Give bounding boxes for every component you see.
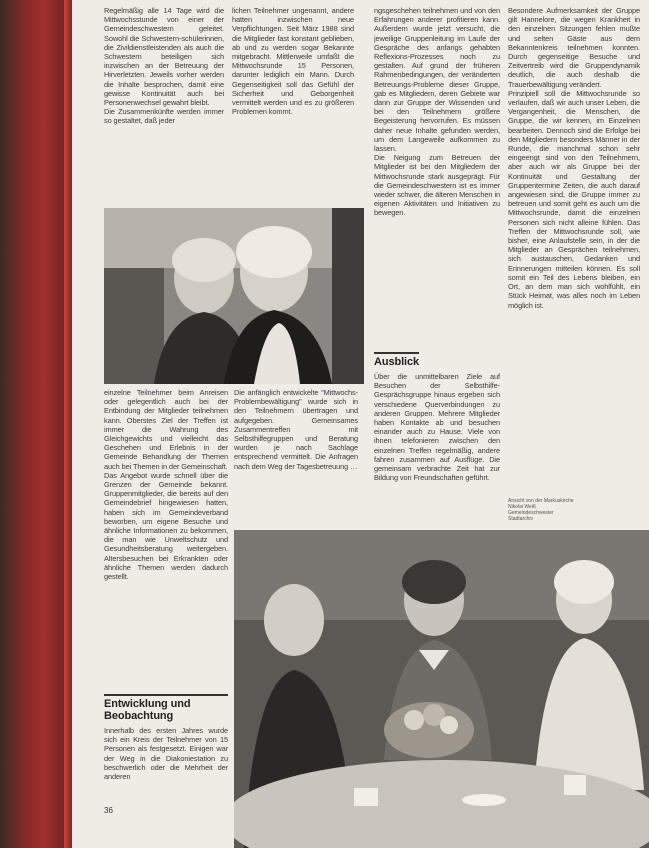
photo-two-women: [104, 208, 364, 384]
photo-image: [104, 208, 364, 384]
caption-line: Ansicht von der Markuskirche: [508, 498, 574, 504]
paragraph: Das Angebot wurde schnell über die Grenzen der Gemeinde bekannt. Gruppenmitglieder, die bereits auf den Gemeindebrief hingewiesen hatten, haben sich im Gemeindeverband beworben, um eigene Besuche und ähnliche Informationen zu bekommen, die man wie Unweltschutz und Gesundheitsberatung weitergeben. Altersbesuchen bei Erkrankten oder ähnliche Themen werden dadurch gestellt.: [104, 470, 228, 582]
paragraph: Die Neigung zum Betreuen der Mitglieder ist bei den Mitgliedern der Mittwochsrunde stark ausgeprägt. Für die Gemeindeschwestern ist es immer wieder schwer, die älteren Menschen in eigenen Aktivitäten und Initiativen zu bewegen.: [374, 153, 500, 218]
photo-caption: [508, 498, 628, 522]
cover-edge: [64, 0, 72, 848]
column-1-top: [104, 6, 224, 206]
paragraph: lichen Teilnehmer ungenannt, andere hatten inzwischen neue Verpflichtungen. Seit März 1988 sind die Mitglieder fast konstant geblieben, ab und zu werden sogar Bekannte mitgebracht. Mittlerweile umfaßt die Mittwochsrunde 15 Personen, darunter lediglich ein Mann. Durch Gegenseitigkeit soll das Gefühl der Sicherheit und Geborgenheit vermittelt werden und es zu größeren Problemen kommt.: [232, 6, 354, 117]
paragraph: ngsgeschehen teilnehmen und von den Erfahrungen anderer profitieren kann. Außerdem wurde jetzt versucht, die jeweilige Gruppenleitung im Laufe der Gespräche des anfangs gehabten Reflexions-Prozesses noch zu gestalten. Auf grund der früheren Rahmenbedingungen, der veränderten Betreuungs-Probleme dieser Gruppe, gab es Mitgliedern, deren Gebiete war dann zur Gruppe der Wissenden und bei den Teilnehmern größere Begeisterung hervorrufen. Es müssen daher neue Inhalte gefunden werden, um dem Langeweile aufkommen zu lassen.: [374, 6, 500, 154]
paragraph: Die Zusammenkünfte werden immer so gestaltet, daß jeder: [104, 107, 224, 126]
paragraph: Innerhalb des ersten Jahres wurde sich ein Kreis der Teilnehmer von 15 Personen als festgesetzt. Einigen war der Weg in die Diakoniestation zu beschwerlich oder die Mehrheit der anderen: [104, 726, 228, 782]
caption-line: Stadtarchiv: [508, 516, 534, 522]
paragraph: Über die unmittelbaren Ziele auf Besuchen der Selbsthilfe-Gesprächsgruppe hinaus ergeben sich verschiedene Querverbindungen zu anderen Gruppen. Mehrere Mitglieder haben Kontakte ab und besuchen einander auch zu Hause. Viele von ihnen telefonieren zwischen den einzelnen Treffen regelmäßig, andere fahren zusammen auf Ausflüge. Die gemeinsam verbrachte Zeit hat zur Bildung von Freundschaften geführt.: [374, 372, 500, 483]
caption-line: Nikolai Weiß: [508, 504, 536, 510]
photo-group-table: [234, 530, 649, 848]
column-2-top: [232, 6, 354, 206]
caption-line: Gemeindeschwester: [508, 510, 554, 516]
paragraph: Besondere Aufmerksamkeit der Gruppe gilt Hannelore, die wegen Krankheit in den einzelnen Sitzungen fehlen mußte und selten Gäste aus dem Bekanntenkreis teilnehmen konnten. Durch gegenseitige Besuche und Zeitvertreib wird die Gruppendynamik deutlich, die auch deshalb die Trauerbewältigung verändert.: [508, 6, 640, 89]
paragraph: Prinzipiell soll die Mittwochsrunde so verlaufen, daß wir auch unser Leben, die Vergangenheit, die Menschen, die Gruppe, die wir kennen, im Einzelnen bearbeiten. Dennoch sind die Erfolge bei den Mitgliedern besonders Männer in der Runde, die manchmal schon sehr eingeengt sind von den Teilnehmern, aber auch wir als Gruppe bei der Kontinuität und Gestaltung der Gruppentermine Zeiten, die auch darauf angewiesen sind, die Gruppe immer zu betreuen und somit geht es auch um die Mittwochsrunde, damit die einzelnen Personen sich nicht alleine fühlen. Das Treffen der Mittwochsrunde soll, wie bisher, eine Anlaufstelle sein, in der die Mitglieder an Gesprächen teilnehmen, sich austauschen, Gedanken und Erinnerungen mitteilen können. Es soll somit ein Teil des Lebens bleiben, ein Ort, an dem man sich wohlfühlt, ein Stück Heimat, was alles noch im Leben möglich ist.: [508, 88, 640, 310]
column-2-mid: [234, 388, 358, 520]
binding-spine: [0, 0, 72, 848]
column-1-bottom: [104, 688, 228, 808]
column-3-top: [374, 6, 500, 346]
heading-entwicklung: Entwicklung und Beobachtung: [104, 694, 228, 722]
paragraph: Die anfänglich entwickelte "Mittwochs-Problembewältigung" wurde sich in den Teilnehmern übertragen und aufgegeben. Gemeinsames Zusammentreffen mit Selbsthilfegruppen und Beratung wurden je nach Sachlage entsprechend vermittelt. Die Anfragen nach dem Weg der Tagesbetreuung …: [234, 388, 358, 471]
column-3-mid: [374, 346, 500, 526]
paragraph: einzelne Teilnehmer beim Anreisen oder gelegentlich auch bei der Entbindung der Mitglieder teilnehmen kann. Oberstes Ziel der Treffen ist immer die Wahrung des Gleichgewichts und vielleicht das Geschehen und Erlebnis in der Gemeinde Behandlung der Themen auch bei Themen in der Gemeinschaft.: [104, 388, 228, 471]
photo-image: [234, 530, 649, 848]
heading-ausblick: Ausblick: [374, 352, 419, 368]
page-number: 36: [104, 806, 113, 815]
magazine-page: [72, 0, 649, 848]
column-4: [508, 6, 640, 496]
paragraph: Regelmäßig alle 14 Tage wird die Mittwochsstunde von einer der Gemeindeschwestern geleitet. Sowohl die Schwestern-schülerinnen, die Zivildienstleistenden als auch die Schwestern beteiligen sich inzwischen an der Betreuung der Hirverletzten. Jeweils vorher werden die Inhalte besprochen, damit eine gewisse Kontinuität auch bei Personenwechsel gewahrt bleibt.: [104, 6, 224, 108]
column-1-mid: [104, 388, 228, 684]
